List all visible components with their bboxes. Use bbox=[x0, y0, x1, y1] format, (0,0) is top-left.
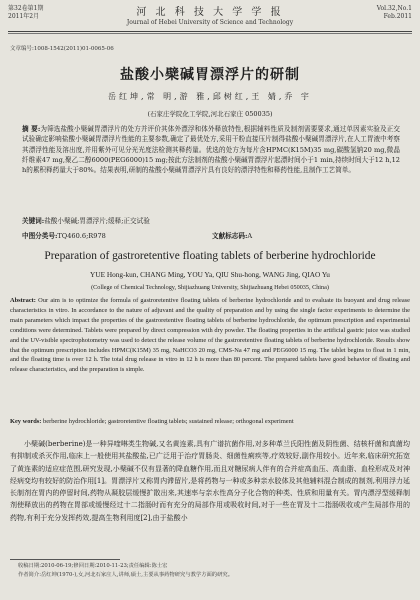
header-center bbox=[0, 3, 420, 26]
keywords-en-label: Key words: bbox=[10, 418, 42, 425]
journal-name-en: Journal of Hebei University of Science and Technology bbox=[126, 19, 294, 26]
affiliation-en: (College of Chemical Technology, Shijiazhuang University, Shijiazhuang Hebei 050035, China) bbox=[91, 284, 329, 291]
clc-label: 中图分类号: bbox=[22, 232, 58, 240]
keywords-en bbox=[10, 418, 410, 425]
header-right bbox=[377, 5, 412, 21]
keywords-en-text: berberine hydrochloride; gastroretentive floating tablets; sustained release; orthogonal experiment bbox=[43, 418, 294, 425]
header-rule bbox=[8, 31, 412, 32]
date-en: Feb.2011 bbox=[383, 13, 412, 20]
classification bbox=[22, 230, 402, 240]
footnote-received: 收稿日期:2010-06-19;修回日期:2010-11-23;责任编辑:陈士宏 bbox=[18, 563, 168, 569]
keywords-cn-text: 盐酸小檗碱;胃漂浮片;缓释;正交试验 bbox=[44, 217, 150, 225]
doc-code-label: 文献标志码: bbox=[212, 232, 248, 240]
abstract-en-label: Abstract: bbox=[10, 297, 36, 304]
affiliation-cn: (石家庄学院化工学院,河北石家庄 050035) bbox=[147, 110, 273, 118]
volume-en: Vol.32,No.1 bbox=[376, 5, 412, 12]
keywords-cn-label: 关键词: bbox=[22, 217, 45, 225]
article-number: 文章编号:1008-1542(2011)01-0065-06 bbox=[10, 46, 114, 52]
abstract-en-text: Our aim is to optimize the formula of gastroretentive floating tablets of berberine hydrochloride and to evaluate its buoyant and drug release characteristics in vitro. In accordance to the nature of adjuvant and the quality of preparation and by using the single factor experiments to determine the main parameters which impact the properties of the gastroretentive floating tablets of berberine hydrochloride, the optimum prescription and experimental conditions were determined. Tablets were prepared by direct compression with dry powder. The floating properties in the artificial gastric juice was studied and the UV-visible spectrophotometry was used to detect the release volume of the gastroretentive floating tablets of berberine hydrochloride. Results show that the optimum prescription includes HPMC(K15M) 35 mg, NaHCO3 20 mg, CMS-Na 47 mg and PEG6000 15 mg. The tablet begins to float in 1 min, and the floating time is over 12 h. The total drug release in vitro in 12 h is more than 80 percent. The prepared tablets have good behavior of floating and release characteristics, and the preparation is simple. bbox=[10, 297, 410, 374]
authors-en: YUE Hong-kun, CHANG Ming, YOU Ya, QIU Shu-hong, WANG Jing, QIAO Yu bbox=[90, 270, 330, 279]
authors-cn: 岳红坤,常 明,游 雅,邱树红,王 婧,乔 宇 bbox=[108, 92, 312, 101]
abstract-cn-text: 为筛选盐酸小檗碱胃漂浮片的处方并评价其体外漂浮和体外释放特性,根据辅料性质及制剂需要要求,通过单因素实验及正交试验确定影响盐酸小檗碱胃漂浮片性能的主要参数,确定了最优处方,采用干粉直接压片制得盐酸小檗碱胃漂浮片,在人工胃液中考察其漂浮性能及溶出度,并用紫外可见分光光度法检测其释药量。优选的处方为每片含HPMC(K15M)35 mg,碳酸氢钠20 mg,微晶纤维素47 mg,聚乙二醇6000(PEG6000)15 mg;按此方法制剂的盐酸小檗碱胃漂浮片起漂时间小于1 min,持续时间大于12 h,12 h的累积释药量大于80%。结果表明,研制的盐酸小檗碱胃漂浮片具有良好的漂浮特性和释药性能,且制作工艺简单。 bbox=[22, 125, 400, 175]
footnote-rule bbox=[10, 559, 120, 560]
abstract-en bbox=[10, 296, 410, 375]
date-cn: 2011年2月 bbox=[8, 13, 40, 20]
header-rule-thin bbox=[8, 33, 412, 34]
title-en: Preparation of gastroretentive floating tablets of berberine hydrochloride bbox=[44, 250, 376, 262]
abstract-cn bbox=[22, 124, 400, 175]
abstract-cn-label: 摘 要: bbox=[22, 125, 41, 133]
body-text-cn: 小檗碱(berberine)是一种异喹啉类生物碱,又名黄连素,具有广谱抗菌作用,对多种革兰氏阳性菌及阴性菌、结核杆菌和真菌均有抑制或杀灭作用,临床上一般使用其盐酸盐,已广泛用于治疗胃肠炎、细菌性痢疾等,疗效较好,副作用较小。近年来,临床研究拓宽了黄连素的适应症范围,研究发现,小檗碱不仅有显著的降血糖作用,而且对糖尿病人伴有的合并症高血压、高血脂、血栓形成及对神经病变均有较好的防治作用[1]。胃漂浮片又称胃内滞留片,是将药物与一种或多种亲水胶体及其他辅料混合制成的制剂,利用浮力延长制剂在胃内的停留时间,药物从凝胶层缓慢扩散出来,其速率与亲水性高分子化合物的种类、性质和用量有关。胃内漂浮型缓释制剂使释放出的药物在胃部或缓慢经过十二指肠时而有充分的局部作用或吸收时间,对于一些在胃及十二指肠吸收或产生局部作用的药物,有利于充分发挥药效,提高生物利用度[2],由于盐酸小 bbox=[10, 440, 410, 522]
footnote-author-bio: 作者简介:岳红坤(1970-),女,河北石家庄人,讲师,硕士,主要从事药物研究与教学方面的研究。 bbox=[18, 572, 233, 578]
clc-code: TQ460.6;R978 bbox=[57, 232, 106, 240]
doc-code: A bbox=[247, 232, 253, 240]
volume-cn: 第32卷第1期 bbox=[8, 5, 44, 12]
title-cn: 盐酸小檗碱胃漂浮片的研制 bbox=[120, 67, 300, 83]
journal-name-cn: 河 北 科 技 大 学 学 报 bbox=[136, 7, 284, 18]
keywords-cn bbox=[22, 215, 402, 225]
